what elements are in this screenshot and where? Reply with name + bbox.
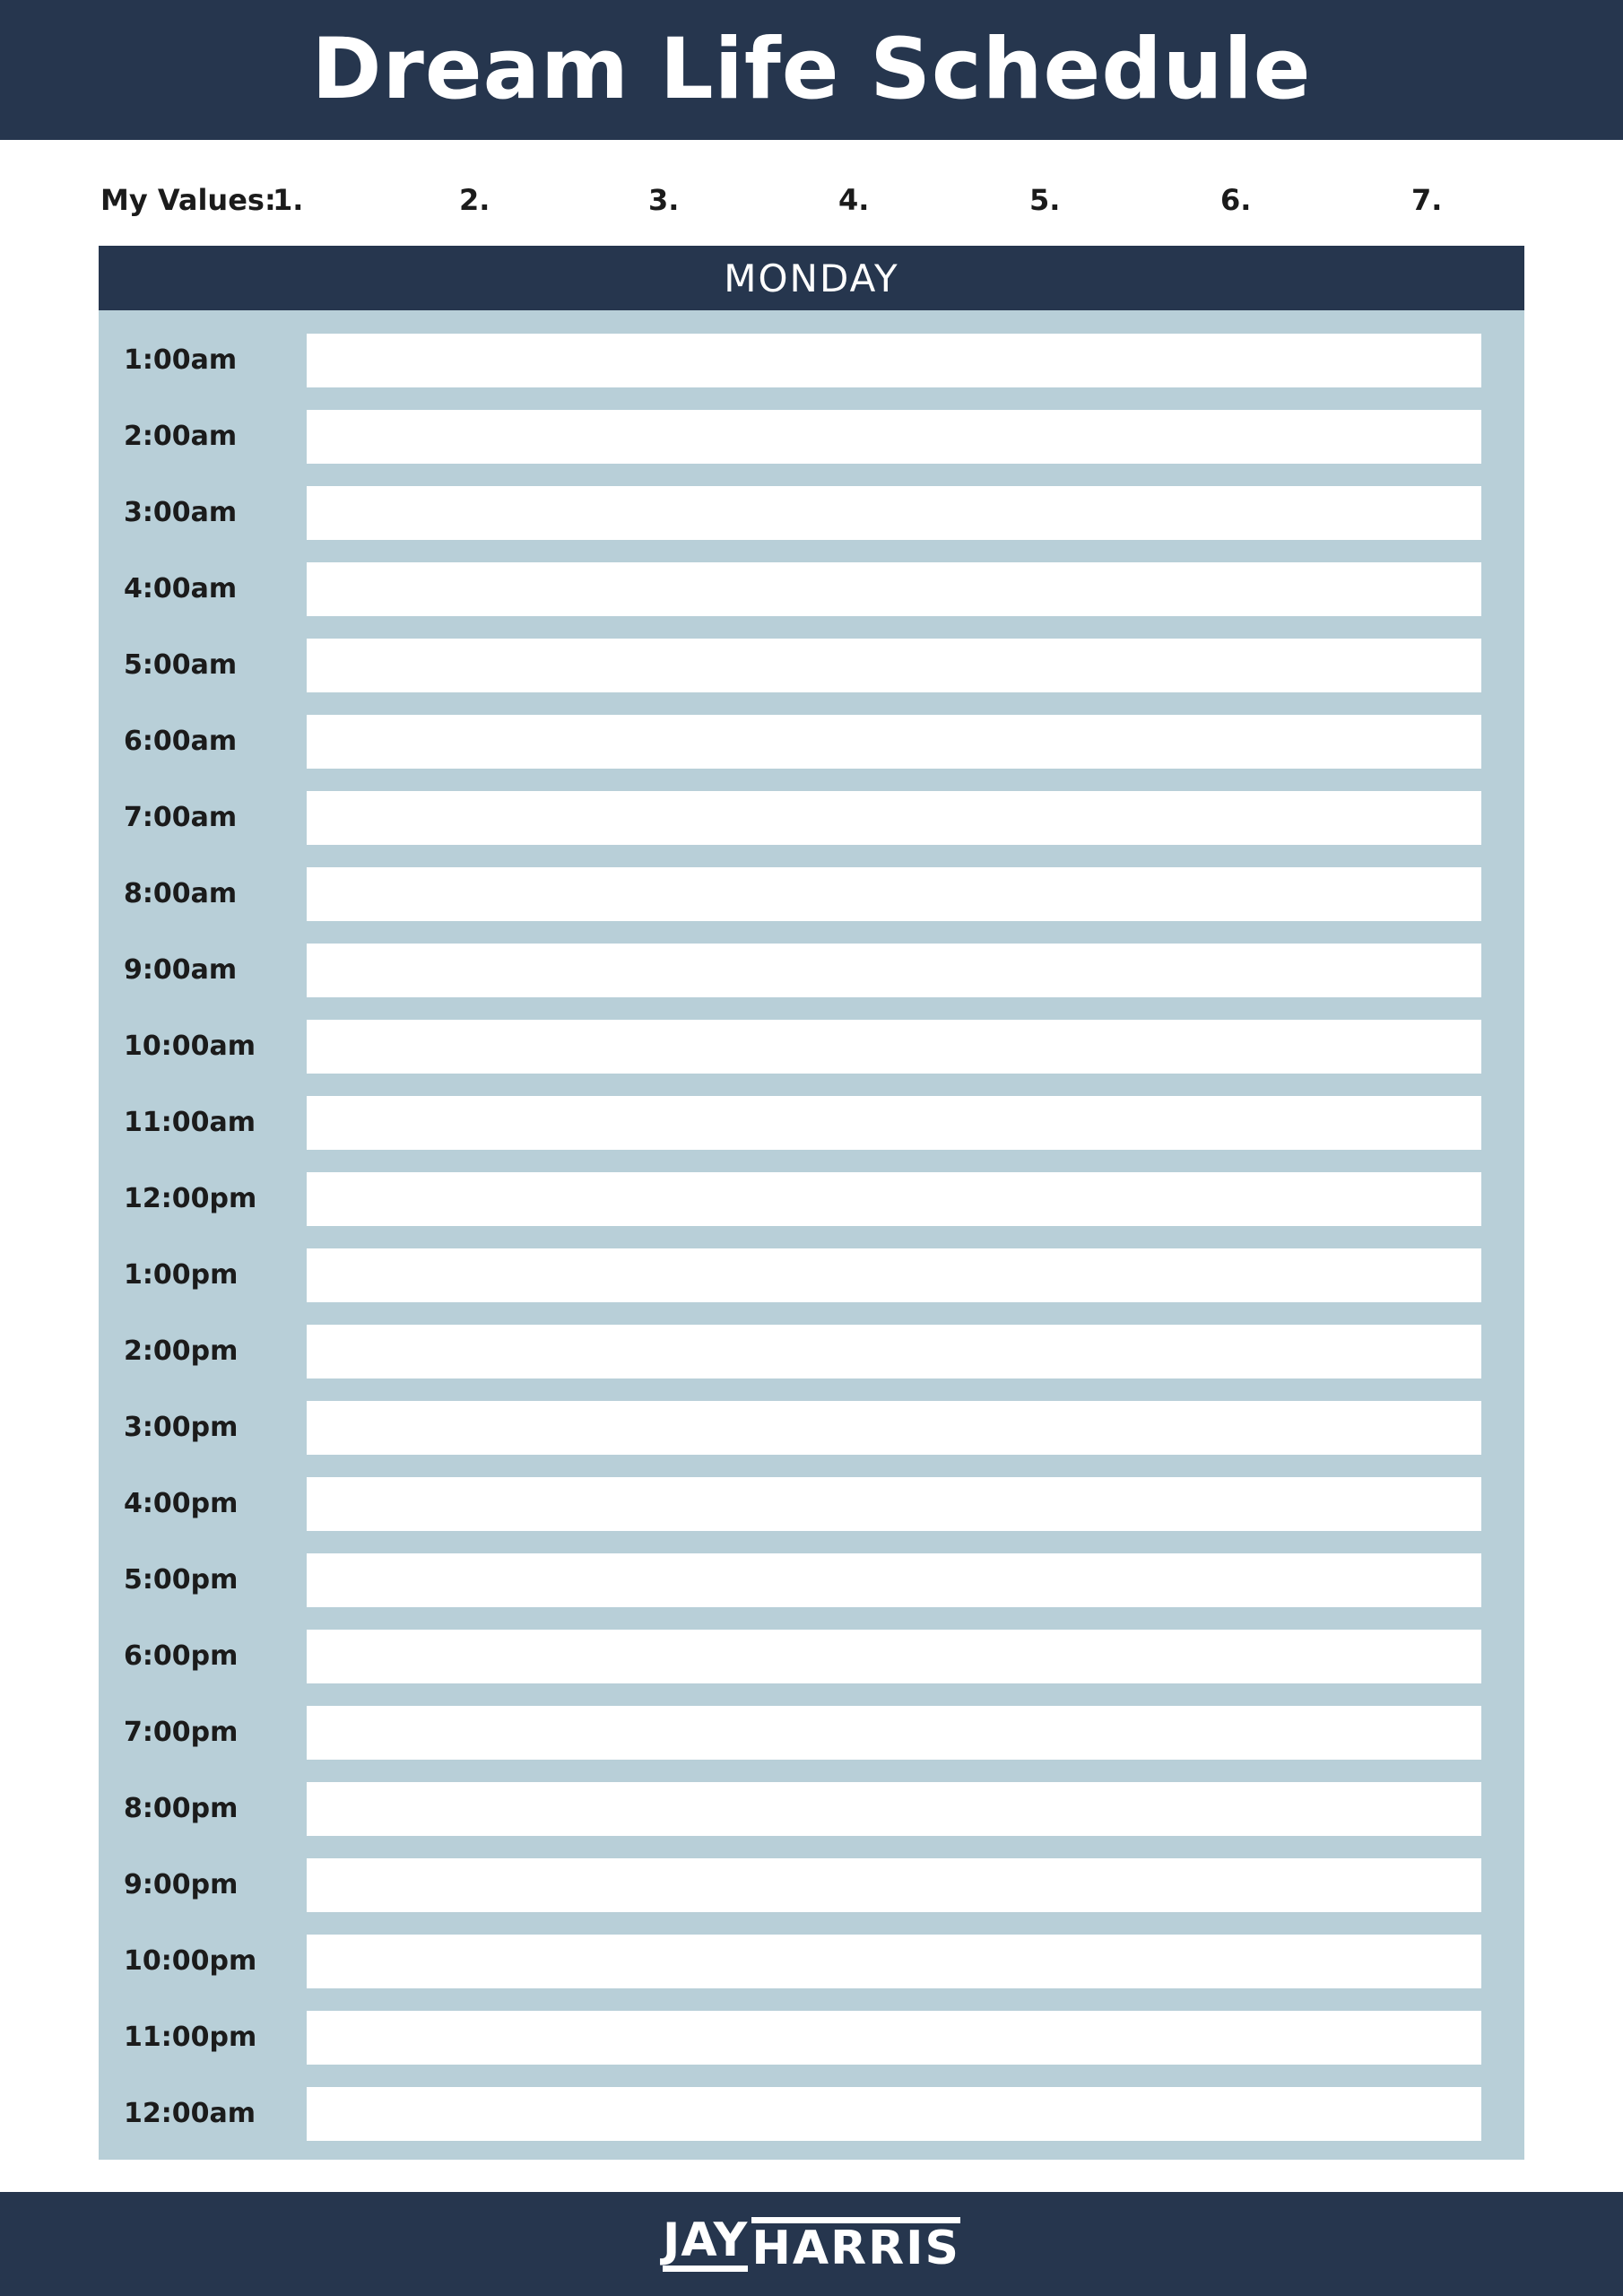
- schedule-row: [99, 1096, 1524, 1150]
- schedule-row: [99, 334, 1524, 387]
- value-slot-4[interactable]: 4.: [838, 183, 870, 217]
- logo-jay: JAY: [663, 2217, 748, 2272]
- time-label: 3:00am: [124, 497, 238, 528]
- time-slot-input[interactable]: [307, 1172, 1481, 1226]
- time-label: 3:00pm: [124, 1412, 239, 1443]
- schedule-row: [99, 715, 1524, 769]
- value-slot-3[interactable]: 3.: [648, 183, 680, 217]
- time-slot-input[interactable]: [307, 1630, 1481, 1683]
- schedule-row: [99, 1630, 1524, 1683]
- schedule-row: [99, 2087, 1524, 2141]
- time-label: 11:00pm: [124, 2022, 257, 2053]
- time-label: 7:00am: [124, 802, 238, 833]
- time-label: 1:00pm: [124, 1259, 239, 1291]
- time-label: 1:00am: [124, 344, 238, 376]
- time-slot-input[interactable]: [307, 944, 1481, 997]
- schedule-row: [99, 410, 1524, 464]
- time-label: 8:00am: [124, 878, 238, 909]
- time-slot-input[interactable]: [307, 1553, 1481, 1607]
- time-label: 8:00pm: [124, 1793, 239, 1824]
- day-header: [99, 246, 1524, 310]
- time-slot-input[interactable]: [307, 1935, 1481, 1988]
- schedule-row: [99, 1553, 1524, 1607]
- value-slot-5[interactable]: 5.: [1029, 183, 1061, 217]
- time-slot-input[interactable]: [307, 562, 1481, 616]
- day-name: MONDAY: [724, 256, 899, 300]
- logo-harris: HARRIS: [751, 2217, 960, 2272]
- schedule-row: [99, 562, 1524, 616]
- value-slot-2[interactable]: 2.: [459, 183, 490, 217]
- time-label: 4:00am: [124, 573, 238, 604]
- schedule-row: [99, 1172, 1524, 1226]
- schedule-row: [99, 1477, 1524, 1531]
- schedule-row: [99, 1935, 1524, 1988]
- time-slot-input[interactable]: [307, 791, 1481, 845]
- time-label: 7:00pm: [124, 1717, 239, 1748]
- time-slot-input[interactable]: [307, 715, 1481, 769]
- time-slot-input[interactable]: [307, 1401, 1481, 1455]
- jay-harris-logo: [663, 2213, 960, 2275]
- time-slot-input[interactable]: [307, 334, 1481, 387]
- time-slot-input[interactable]: [307, 1325, 1481, 1378]
- schedule-row: [99, 1858, 1524, 1912]
- time-label: 6:00am: [124, 726, 238, 757]
- time-slot-input[interactable]: [307, 1248, 1481, 1302]
- time-label: 4:00pm: [124, 1488, 239, 1519]
- time-slot-input[interactable]: [307, 1782, 1481, 1836]
- values-row: [0, 183, 1623, 226]
- schedule-row: [99, 791, 1524, 845]
- schedule-row: [99, 1782, 1524, 1836]
- time-label: 10:00am: [124, 1031, 256, 1062]
- time-label: 10:00pm: [124, 1945, 257, 1977]
- time-label: 9:00pm: [124, 1869, 239, 1900]
- time-slot-input[interactable]: [307, 867, 1481, 921]
- schedule-row: [99, 944, 1524, 997]
- time-label: 5:00am: [124, 649, 238, 681]
- schedule-row: [99, 1325, 1524, 1378]
- time-slot-input[interactable]: [307, 1706, 1481, 1760]
- time-label: 2:00am: [124, 421, 238, 452]
- schedule-grid: [99, 310, 1524, 2160]
- page-title: Dream Life Schedule: [311, 21, 1312, 118]
- time-label: 9:00am: [124, 954, 238, 986]
- schedule-row: [99, 639, 1524, 692]
- schedule-row: [99, 486, 1524, 540]
- time-label: 6:00pm: [124, 1640, 239, 1672]
- time-label: 11:00am: [124, 1107, 256, 1138]
- time-slot-input[interactable]: [307, 1096, 1481, 1150]
- time-label: 2:00pm: [124, 1335, 239, 1367]
- time-label: 5:00pm: [124, 1564, 239, 1596]
- time-slot-input[interactable]: [307, 1020, 1481, 1074]
- schedule-row: [99, 1706, 1524, 1760]
- values-label: My Values:: [100, 183, 276, 217]
- time-slot-input[interactable]: [307, 2011, 1481, 2065]
- time-slot-input[interactable]: [307, 1858, 1481, 1912]
- value-slot-1[interactable]: 1.: [273, 183, 304, 217]
- schedule-row: [99, 2011, 1524, 2065]
- time-slot-input[interactable]: [307, 410, 1481, 464]
- page-header: [0, 0, 1623, 140]
- page-footer: [0, 2192, 1623, 2296]
- schedule-row: [99, 1248, 1524, 1302]
- time-label: 12:00am: [124, 2098, 256, 2129]
- schedule-row: [99, 1401, 1524, 1455]
- time-slot-input[interactable]: [307, 2087, 1481, 2141]
- time-slot-input[interactable]: [307, 486, 1481, 540]
- schedule-row: [99, 1020, 1524, 1074]
- time-label: 12:00pm: [124, 1183, 257, 1214]
- value-slot-6[interactable]: 6.: [1220, 183, 1252, 217]
- time-slot-input[interactable]: [307, 639, 1481, 692]
- time-slot-input[interactable]: [307, 1477, 1481, 1531]
- schedule-row: [99, 867, 1524, 921]
- value-slot-7[interactable]: 7.: [1411, 183, 1443, 217]
